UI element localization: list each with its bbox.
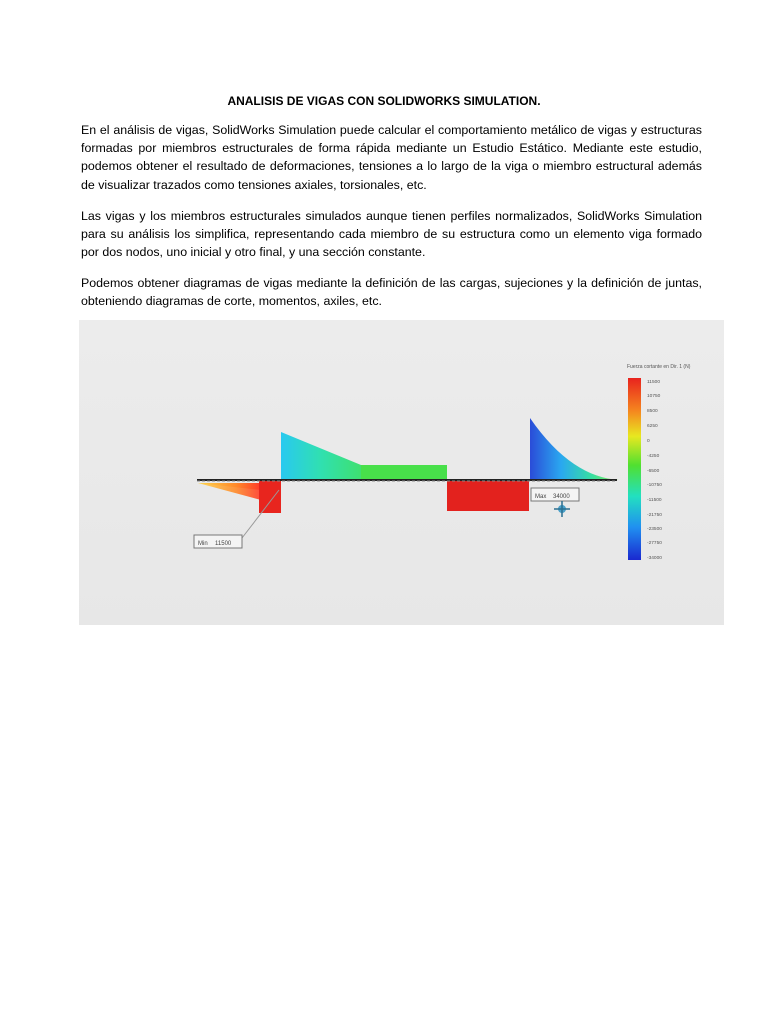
- beam-shear-diagram-figure: [79, 320, 724, 625]
- shear-region-mid-flat: [361, 465, 447, 480]
- legend-tick: -23500: [647, 527, 662, 532]
- legend-tick: -21750: [647, 513, 662, 518]
- legend-ticks: [647, 379, 662, 561]
- shear-region-left-red: [259, 480, 281, 513]
- shear-region-left-tri: [198, 483, 261, 500]
- shear-region-right-curve: [530, 418, 619, 480]
- legend-color-bar: [628, 378, 641, 560]
- probe-left-value: 11500: [215, 541, 232, 547]
- shear-diagram-canvas: [79, 320, 724, 625]
- probe-left-label: Min: [198, 541, 208, 547]
- legend-tick: 8500: [647, 409, 658, 414]
- legend-tick: -34000: [647, 556, 662, 561]
- legend-title: Fuerza cortante en Dir. 1 (N): [627, 364, 691, 370]
- legend-tick: 11500: [647, 380, 660, 385]
- legend-tick: -10750: [647, 483, 662, 488]
- shear-region-negative-block: [447, 480, 529, 511]
- legend-tick: -4250: [647, 454, 660, 459]
- legend-tick: 0: [647, 439, 650, 444]
- legend-tick: -6500: [647, 469, 660, 474]
- paragraph-diagrams: Podemos obtener diagramas de vigas mediante la definición de las cargas, sujeciones y la definición de juntas, obteniendo diagramas de corte, momentos, axiles, etc.: [81, 276, 702, 309]
- probe-right-label: Max: [535, 494, 547, 500]
- move-cursor-icon: [554, 501, 570, 517]
- legend-tick: -27750: [647, 541, 662, 546]
- paragraph-intro: En el análisis de vigas, SolidWorks Simulation puede calcular el comportamiento metálico de vigas y estructuras formadas por miembros estructurales de forma rápida mediante un Estudio Estático. Mediante este estudio, podemos obtener el resultado de deformaciones, tensiones a lo largo de la viga o miembro estructural además de visualizar trazados como tensiones axiales, torsionales, etc.: [81, 123, 702, 192]
- legend-tick: 10750: [647, 394, 661, 399]
- legend-tick: -11500: [647, 498, 662, 503]
- legend-tick: 6250: [647, 424, 658, 429]
- shear-region-mid-sloped: [281, 432, 361, 480]
- paragraph-simplification: Las vigas y los miembros estructurales simulados aunque tienen perfiles normalizados, SolidWorks Simulation para su análisis los simplifica, representando cada miembro de su estructura como un elemento viga formado por dos nodos, uno inicial y otro final, y una sección constante.: [81, 209, 702, 260]
- document-title: ANALISIS DE VIGAS CON SOLIDWORKS SIMULATION.: [227, 94, 541, 108]
- probe-right-value: 34000: [553, 494, 570, 500]
